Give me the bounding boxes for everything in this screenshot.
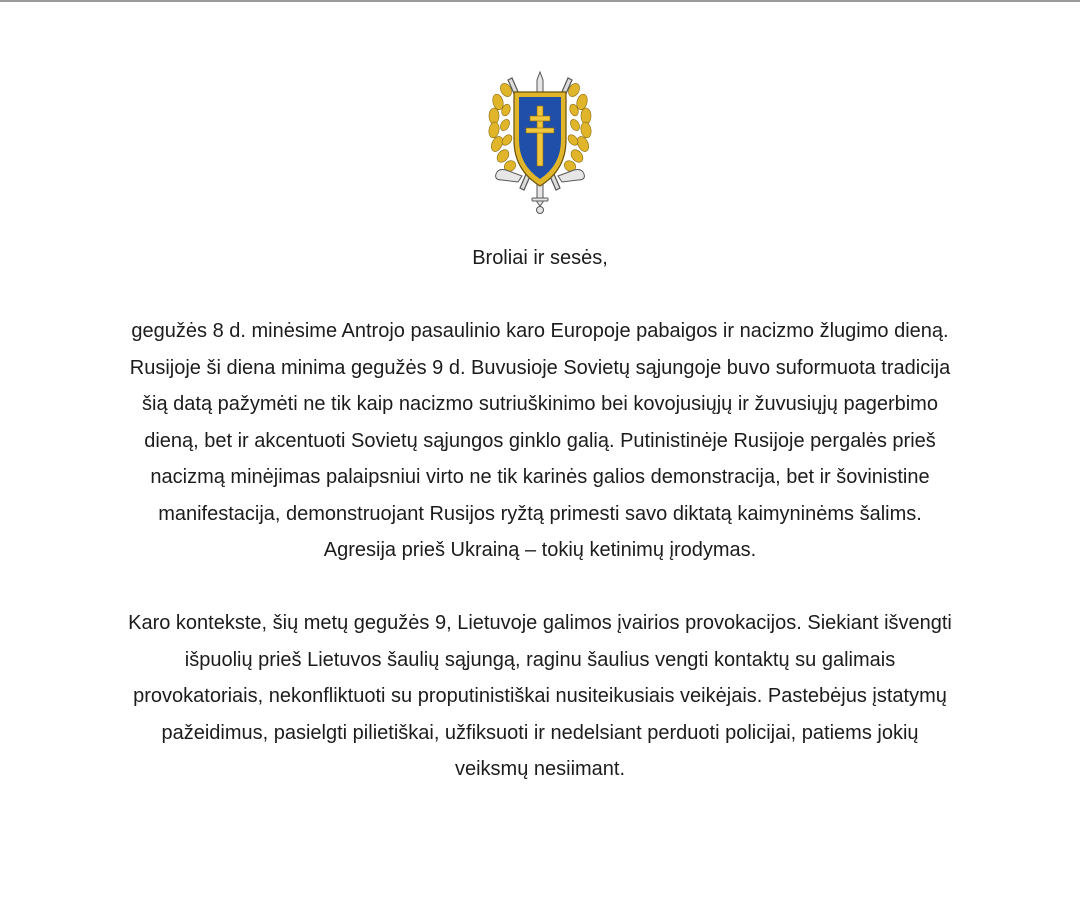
paragraph-2-line: Karo kontekste, šių metų gegužės 9, Lietuvoje galimos įvairios provokacijos. Siekiant išvengti xyxy=(128,612,952,634)
left-laurel xyxy=(488,81,518,173)
shield-double-cross-emblem-icon xyxy=(488,70,592,214)
paragraph-1-line: nacizmą minėjimas palaipsniui virto ne tik karinės galios demonstracija, bet ir šovinistine xyxy=(150,466,930,488)
paragraph-1-line: gegužės 8 d. minėsime Antrojo pasaulinio karo Europoje pabaigos ir nacizmo žlugimo dieną. xyxy=(131,320,949,342)
paragraph-1-line: Rusijoje ši diena minima gegužės 9 d. Buvusioje Sovietų sąjungoje buvo suformuota tradicija xyxy=(129,356,951,379)
paragraph-gap xyxy=(60,569,1020,606)
paragraph-1-line: manifestacija, demonstruojant Rusijos ryžtą primesti savo diktatą kaimyninėms šalims. xyxy=(158,502,922,525)
greeting: Broliai ir sesės, xyxy=(472,247,608,269)
top-border xyxy=(0,0,1080,2)
paragraph-1 xyxy=(60,313,1020,569)
paragraph-1-line: dieną, bet ir akcentuoti Sovietų sąjungos ginklo galią. Putinistinėje Rusijoje pergalės prieš xyxy=(144,429,936,452)
paragraph-2-line: veiksmų nesiimant. xyxy=(454,758,626,780)
paragraph-2-line: išpuolių prieš Lietuvos šaulių sąjungą, raginu šaulius vengti kontaktų su galimais xyxy=(184,648,896,671)
paragraph-2 xyxy=(60,605,1020,788)
paragraph-1-line: Agresija prieš Ukrainą – tokių ketinimų įrodymas. xyxy=(323,539,757,561)
paragraph-2-line: provokatoriais, nekonfliktuoti su proputinistiškai nusiteikusiais veikėjais. Pastebėjus įstatymų xyxy=(133,685,947,707)
shield xyxy=(514,92,566,186)
right-laurel xyxy=(562,81,592,173)
paragraph-2-line: pažeidimus, pasielgti pilietiškai, užfiksuoti ir nedelsiant perduoti policijai, patiems jokių xyxy=(161,721,919,744)
letter-body xyxy=(60,240,1020,788)
paragraph-1-line: šią datą pažymėti ne tik kaip nacizmo sutriuškinimo bei kovojusiųjų ir žuvusiųjų pagerbimo xyxy=(142,393,938,415)
